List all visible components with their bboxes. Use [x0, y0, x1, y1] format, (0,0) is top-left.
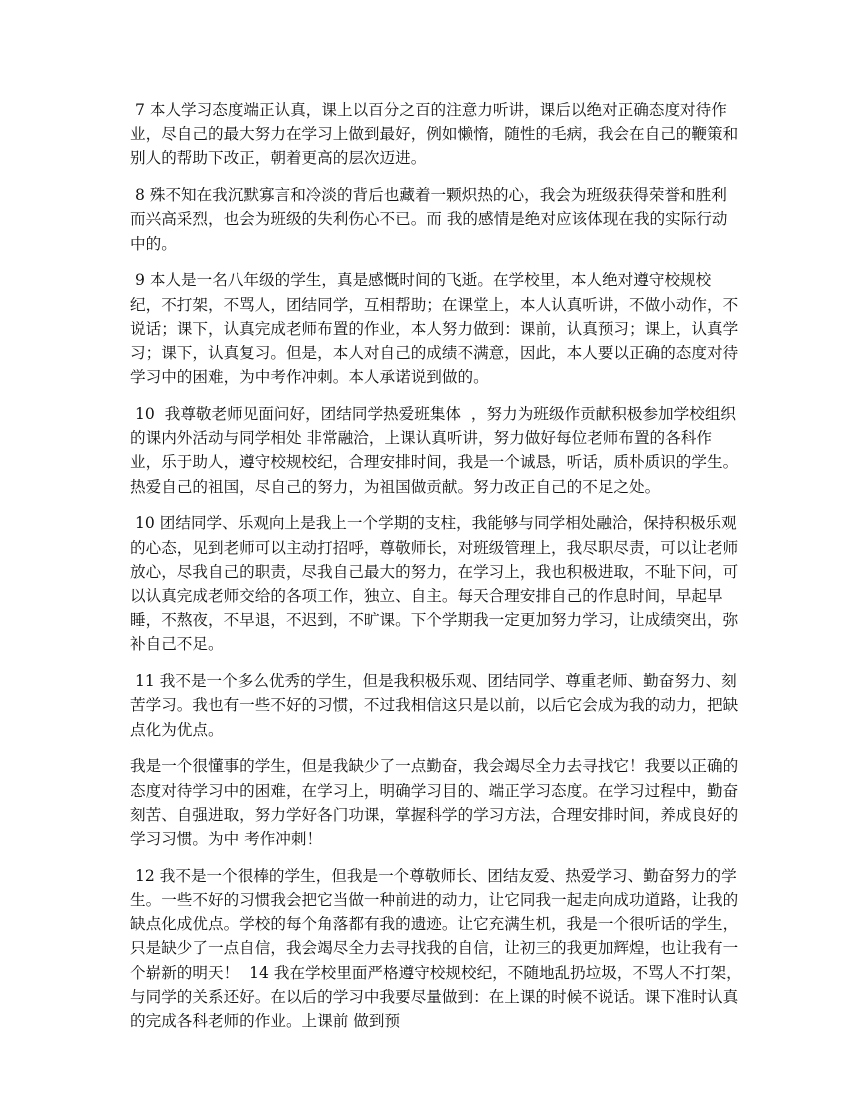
paragraph-10a: 10 我尊敬老师见面问好，团结同学热爱班集体 ，努力为班级作贡献积极参加学校组织的课内外活动与同学相处 非常融洽，上课认真听讲，努力做好每位老师布置的各科作业，乐于助人，遵守校规校纪，合理安排时间，我是一个诚恳，听话，质朴质识的学生。热爱自己的祖国，尽自己的努力，为祖国做贡献。努力改正自己的不足之处。	[130, 405, 739, 496]
paragraph-8: 8 殊不知在我沉默寡言和冷淡的背后也藏着一颗炽热的心，我会为班级获得荣誉和胜利而兴高采烈，也会为班级的失利伤心不已。而 我的感情是绝对应该体现在我的实际行动中的。	[130, 186, 728, 253]
paragraph-unnumbered: 我是一个很懂事的学生，但是我缺少了一点勤奋，我会竭尽全力去寻找它！我要以正确的态度对待学习中的困难，在学习上，明确学习目的、端正学习态度。在学习过程中，勤奋刻苦、自强进取，努力学好各门功课，掌握科学的学习方法，合理安排时间，养成良好的学习习惯。为中 考作冲刺！	[130, 757, 739, 849]
paragraph-9: 9 本人是一名八年级的学生，真是感慨时间的飞逝。在学校里，本人绝对遵守校规校纪，不打架，不骂人，团结同学，互相帮助；在课堂上，本人认真听讲，不做小动作，不说话；课下，认真完成老师布置的作业，本人努力做到：课前，认真预习；课上，认真学习；课下，认真复习。但是，本人对自己的成绩不满意，因此，本人要以正确的态度对待学习中的困难，为中考作冲刺。本人承诺说到做的。	[130, 271, 739, 387]
paragraph-11: 11 我不是一个多么优秀的学生，但是我积极乐观、团结同学、尊重老师、勤奋努力、刻苦学习。我也有一些不好的习惯，不过我相信这只是以前，以后它会成为我的动力，把缺点化为优点。	[130, 672, 739, 739]
paragraph-7: 7 本人学习态度端正认真，课上以百分之百的注意力听讲，课后以绝对正确态度对待作业，尽自己的最大努力在学习上做到最好，例如懒惰，随性的毛病，我会在自己的鞭策和别人的帮助下改正，朝着更高的层次迈进。	[130, 101, 739, 168]
paragraph-10b: 10 团结同学、乐观向上是我上一个学期的支柱，我能够与同学相处融洽，保持积极乐观的心态，见到老师可以主动打招呼，尊敬师长，对班级管理上，我尽职尽责，可以让老师放心，尽我自己的职责，尽我自己最大的努力，在学习上，我也积极进取，不耻下问，可以认真完成老师交给的各项工作，独立、自主。每天合理安排自己的作息时间，早起早 睡，不熬夜，不早退，不迟到，不旷课。下个学期我一定更加努力学习，让成绩突出，弥补自己不足。	[130, 514, 739, 654]
paragraph-12-14: 12 我不是一个很棒的学生，但我是一个尊敬师长、团结友爱、热爱学习、勤奋努力的学生。一些不好的习惯我会把它当做一种前进的动力，让它同我一起走向成功道路，让我的缺点化成优点。学校的每个角落都有我的遗迹。让它充满生机，我是一个很听话的学生，只是缺少了一点自信，我会竭尽全力去寻找我的自信，让初三的我更加辉煌，也让我有一个崭新的明天！ 14 我在学校里面严格遵守校规校纪，不随地乱扔垃圾，不骂人不打架，与同学的关系还好。在以后的学习中我要尽量做到：在上课的时候不说话。课下准时认真的完成各科老师的作业。上课前 做到预	[130, 866, 742, 1031]
document-page	[130, 98, 742, 1046]
